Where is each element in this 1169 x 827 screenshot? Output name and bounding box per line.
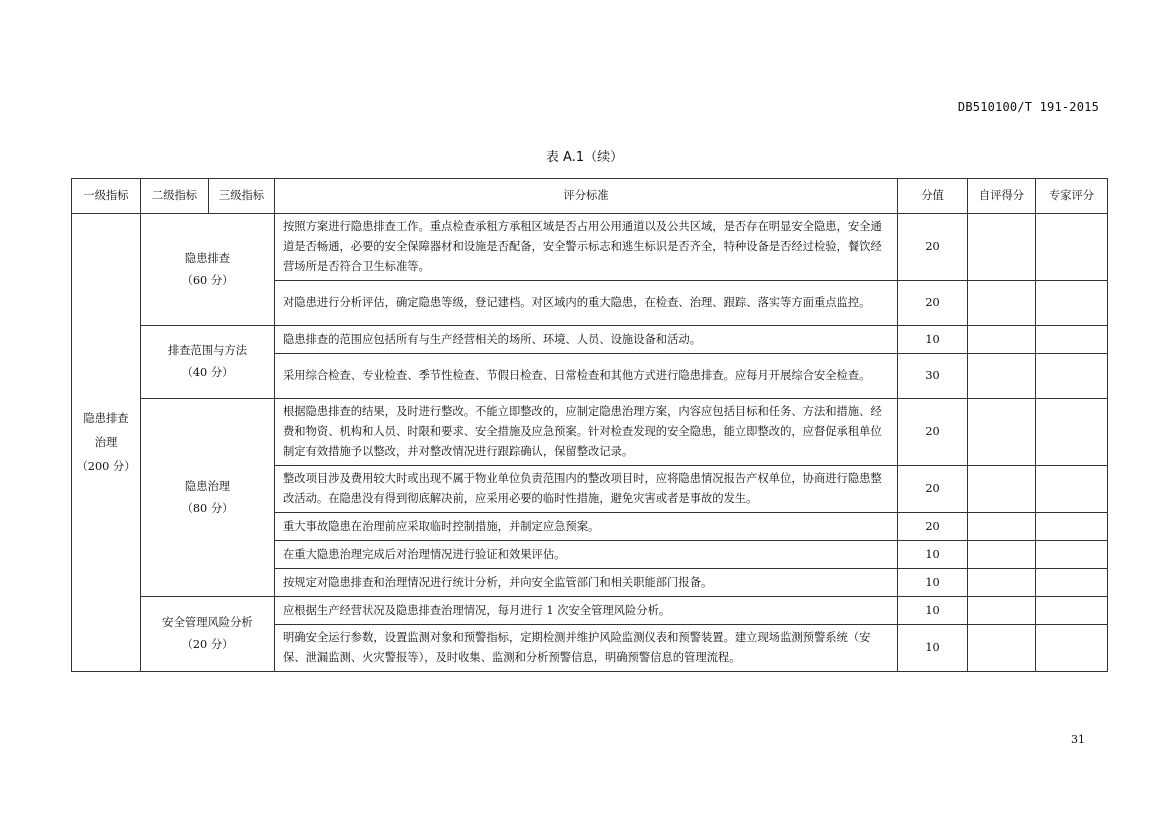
header-expert-score: 专家评分 bbox=[1036, 179, 1108, 214]
table-row bbox=[72, 399, 1108, 466]
level2-name: 隐患治理 bbox=[184, 479, 231, 493]
score-cell: 20 bbox=[898, 281, 968, 326]
header-level2: 二级指标 bbox=[141, 179, 209, 214]
level1-name-line2: 治理 bbox=[94, 435, 118, 449]
criteria-cell: 明确安全运行参数，设置监测对象和预警指标，定期检测并维护风险监测仪表和预警装置。建立现场监测预警系统（安保、泄漏监测、火灾警报等），及时收集、监测和分析预警信息，明确预警信息的管理流程。 bbox=[275, 625, 898, 672]
score-cell: 30 bbox=[898, 354, 968, 399]
level2-points: （40 分） bbox=[181, 366, 234, 379]
level2-cell bbox=[141, 399, 275, 597]
self-score-cell[interactable] bbox=[968, 541, 1036, 569]
header-level1: 一级指标 bbox=[72, 179, 141, 214]
expert-score-cell[interactable] bbox=[1036, 281, 1108, 326]
self-score-cell[interactable] bbox=[968, 513, 1036, 541]
self-score-cell[interactable] bbox=[968, 466, 1036, 513]
scoring-table bbox=[71, 178, 1108, 672]
expert-score-cell[interactable] bbox=[1036, 214, 1108, 281]
expert-score-cell[interactable] bbox=[1036, 399, 1108, 466]
self-score-cell[interactable] bbox=[968, 625, 1036, 672]
header-criteria: 评分标准 bbox=[275, 179, 898, 214]
level1-points: （200 分） bbox=[76, 459, 136, 473]
criteria-cell: 在重大隐患治理完成后对治理情况进行验证和效果评估。 bbox=[275, 541, 898, 569]
level2-cell bbox=[141, 214, 275, 326]
table-row bbox=[72, 326, 1108, 354]
criteria-cell: 按规定对隐患排查和治理情况进行统计分析，并向安全监管部门和相关职能部门报备。 bbox=[275, 569, 898, 597]
table-row bbox=[72, 214, 1108, 281]
table-header-row bbox=[72, 179, 1108, 214]
document-code: DB510100/T 191-2015 bbox=[957, 100, 1099, 114]
level2-points: （20 分） bbox=[181, 638, 234, 651]
score-cell: 20 bbox=[898, 214, 968, 281]
level1-name-line1: 隐患排查 bbox=[83, 411, 129, 425]
criteria-cell: 采用综合检查、专业检查、季节性检查、节假日检查、日常检查和其他方式进行隐患排查。应每月开展综合安全检查。 bbox=[275, 354, 898, 399]
criteria-cell: 根据隐患排查的结果，及时进行整改。不能立即整改的，应制定隐患治理方案，内容应包括目标和任务、方法和措施、经费和物资、机构和人员、时限和要求、安全措施及应急预案。针对检查发现的安全隐患，能立即整改的，应督促承租单位制定有效措施予以整改，并对整改情况进行跟踪确认，保留整改记录。 bbox=[275, 399, 898, 466]
level2-points: （60 分） bbox=[181, 273, 234, 287]
header-self-score: 自评得分 bbox=[968, 179, 1036, 214]
criteria-cell: 按照方案进行隐患排查工作。重点检查承租方承租区域是否占用公用通道以及公共区域，是否存在明显安全隐患，安全通道是否畅通，必要的安全保障器材和设施是否配备，安全警示标志和逃生标识是否齐全，特种设备是否经过检验，餐饮经营场所是否符合卫生标准等。 bbox=[275, 214, 898, 281]
expert-score-cell[interactable] bbox=[1036, 466, 1108, 513]
self-score-cell[interactable] bbox=[968, 569, 1036, 597]
table-row bbox=[72, 597, 1108, 625]
score-cell: 10 bbox=[898, 569, 968, 597]
level2-cell bbox=[141, 597, 275, 672]
score-cell: 10 bbox=[898, 597, 968, 625]
score-cell: 10 bbox=[898, 326, 968, 354]
header-score: 分值 bbox=[898, 179, 968, 214]
score-cell: 20 bbox=[898, 399, 968, 466]
expert-score-cell[interactable] bbox=[1036, 326, 1108, 354]
level2-cell bbox=[141, 326, 275, 399]
level2-name: 隐患排查 bbox=[184, 251, 231, 265]
score-cell: 10 bbox=[898, 625, 968, 672]
criteria-cell: 对隐患进行分析评估，确定隐患等级，登记建档。对区域内的重大隐患，在检查、治理、跟踪、落实等方面重点监控。 bbox=[275, 281, 898, 326]
level2-name: 安全管理风险分析 bbox=[162, 616, 253, 629]
self-score-cell[interactable] bbox=[968, 399, 1036, 466]
header-level3: 三级指标 bbox=[209, 179, 275, 214]
criteria-cell: 隐患排查的范围应包括所有与生产经营相关的场所、环境、人员、设施设备和活动。 bbox=[275, 326, 898, 354]
expert-score-cell[interactable] bbox=[1036, 513, 1108, 541]
score-cell: 10 bbox=[898, 541, 968, 569]
self-score-cell[interactable] bbox=[968, 214, 1036, 281]
expert-score-cell[interactable] bbox=[1036, 541, 1108, 569]
expert-score-cell[interactable] bbox=[1036, 354, 1108, 399]
expert-score-cell[interactable] bbox=[1036, 625, 1108, 672]
level2-name: 排查范围与方法 bbox=[167, 344, 248, 357]
criteria-cell: 应根据生产经营状况及隐患排查治理情况，每月进行 1 次安全管理风险分析。 bbox=[275, 597, 898, 625]
self-score-cell[interactable] bbox=[968, 354, 1036, 399]
self-score-cell[interactable] bbox=[968, 281, 1036, 326]
criteria-cell: 重大事故隐患在治理前应采取临时控制措施，并制定应急预案。 bbox=[275, 513, 898, 541]
criteria-cell: 整改项目涉及费用较大时或出现不属于物业单位负责范围内的整改项目时，应将隐患情况报告产权单位，协商进行隐患整改活动。在隐患没有得到彻底解决前，应采用必要的临时性措施，避免灾害或者是事故的发生。 bbox=[275, 466, 898, 513]
level2-points: （80 分） bbox=[181, 501, 234, 515]
expert-score-cell[interactable] bbox=[1036, 569, 1108, 597]
score-cell: 20 bbox=[898, 466, 968, 513]
expert-score-cell[interactable] bbox=[1036, 597, 1108, 625]
page-number: 31 bbox=[1071, 733, 1085, 746]
score-cell: 20 bbox=[898, 513, 968, 541]
self-score-cell[interactable] bbox=[968, 597, 1036, 625]
table-title: 表 A.1（续） bbox=[545, 150, 624, 165]
self-score-cell[interactable] bbox=[968, 326, 1036, 354]
level1-cell bbox=[72, 214, 141, 672]
